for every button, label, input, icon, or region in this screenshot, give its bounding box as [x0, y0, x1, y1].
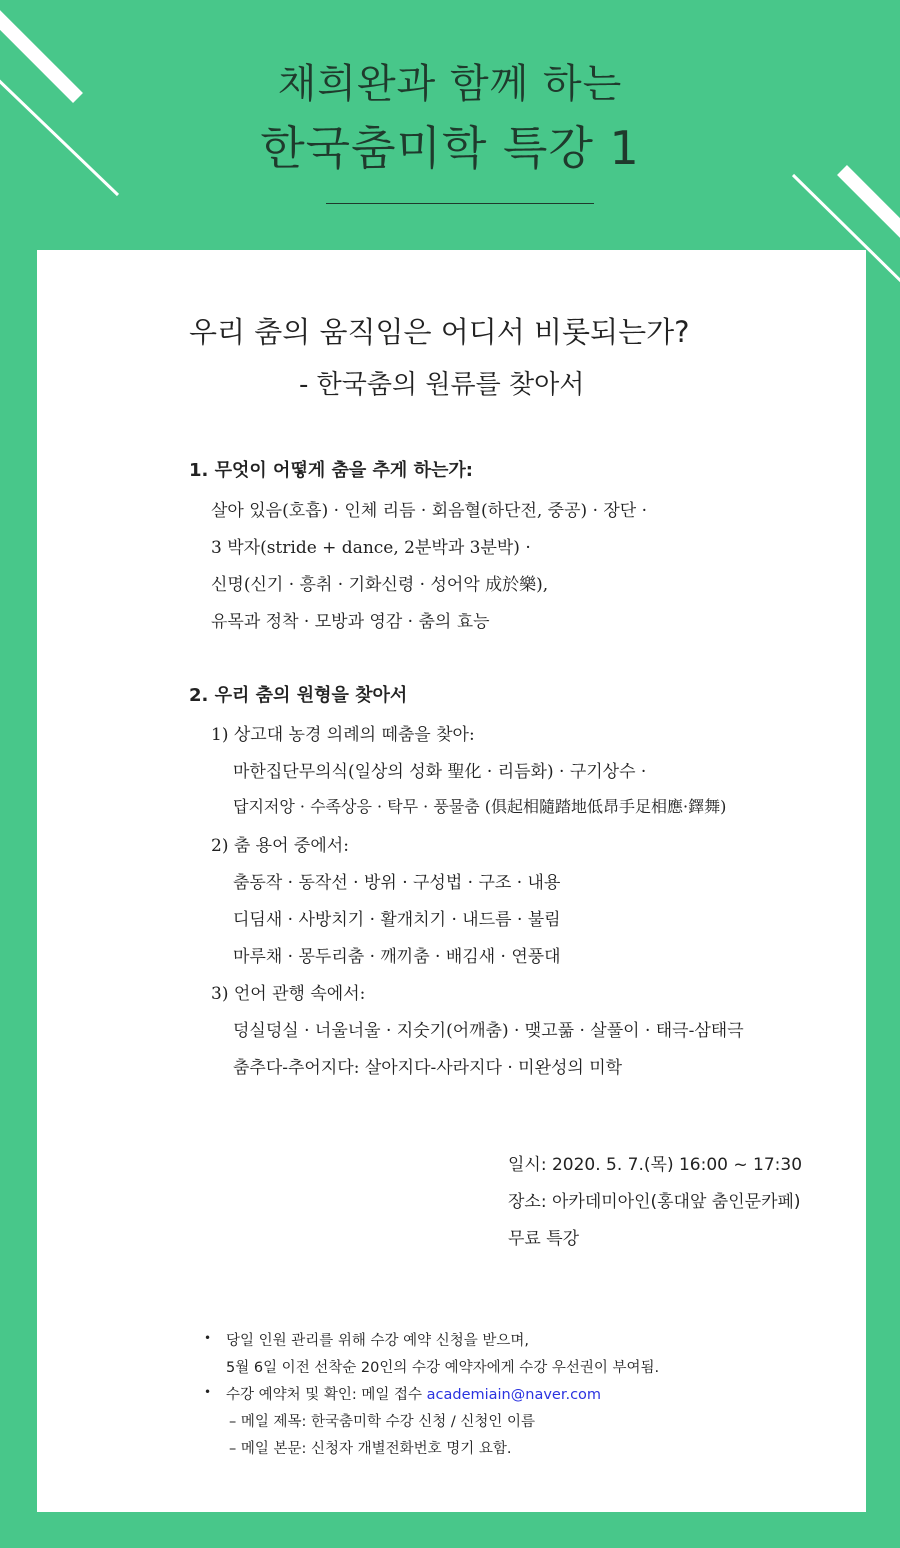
note-subline: – 메일 제목: 한국춤미학 수강 신청 / 신청인 이름: [229, 1414, 536, 1430]
section1-line: 유목과 정착 · 모방과 영감 · 춤의 효능: [211, 612, 490, 632]
email-link[interactable]: academiain@naver.com: [426, 1387, 602, 1403]
content-card: [37, 250, 866, 1512]
subtitle-sub: - 한국춤의 원류를 찾아서: [299, 370, 585, 400]
section1-line: 살아 있음(호흡) · 인체 리듬 · 회음혈(하단전, 중공) · 장단 ·: [211, 501, 648, 521]
subsection-title: 3) 언어 관행 속에서:: [211, 984, 366, 1004]
note-contact-label: 수강 예약처 및 확인: 메일 접수: [226, 1387, 423, 1403]
section1-line: 신명(신기 · 흥취 · 기화신령 · 성어악 成於樂),: [211, 575, 549, 595]
subsection-line: 춤동작 · 동작선 · 방위 · 구성법 · 구조 · 내용: [233, 873, 561, 893]
section2-heading: 2. 우리 춤의 원형을 찾아서: [189, 685, 408, 706]
subsection-title: 1) 상고대 농경 의례의 떼춤을 찾아:: [211, 725, 475, 745]
subsection-line: 마루채 · 몽두리춤 · 깨끼춤 · 배김새 · 연풍대: [233, 947, 561, 967]
event-datetime: 일시: 2020. 5. 7.(목) 16:00 ~ 17:30: [508, 1155, 803, 1175]
section1-line: 3 박자(stride + dance, 2분박과 3분박) ·: [211, 538, 531, 558]
note-line: 5월 6일 이전 선착순 20인의 수강 예약자에게 수강 우선권이 부여됨.: [226, 1360, 660, 1376]
page-title-line2: 한국춤미학 특강 1: [260, 121, 640, 175]
subtitle-main: 우리 춤의 움직임은 어디서 비롯되는가?: [189, 315, 690, 349]
event-fee: 무료 특강: [508, 1229, 580, 1249]
event-place: 장소: 아카데미아인(홍대앞 춤인문카페): [508, 1192, 801, 1212]
subsection-line: 덩실덩실 · 너울너울 · 지숫기(어깨춤) · 맺고풂 · 살풀이 · 태극-삼태극: [233, 1021, 744, 1041]
subsection-line: 마한집단무의식(일상의 성화 聖化 · 리듬화) · 구기상수 ·: [233, 762, 647, 782]
bullet-icon: •: [204, 1385, 212, 1399]
subsection-title: 2) 춤 용어 중에서:: [211, 836, 349, 856]
note-line: 당일 인원 관리를 위해 수강 예약 신청을 받으며,: [226, 1333, 530, 1349]
subsection-line: 디딤새 · 사방치기 · 활개치기 · 내드름 · 불림: [233, 910, 561, 930]
page-title-line1: 채희완과 함께 하는: [277, 61, 623, 107]
subsection-line: 춤추다-추어지다: 살아지다-사라지다 · 미완성의 미학: [233, 1058, 623, 1078]
note-subline: – 메일 본문: 신청자 개별전화번호 명기 요함.: [229, 1441, 512, 1457]
bullet-icon: •: [204, 1331, 212, 1345]
stripe-top-right-thick: [842, 170, 900, 238]
title-divider: [326, 203, 594, 204]
note-contact: [226, 1383, 601, 1404]
section1-heading: 1. 무엇이 어떻게 춤을 추게 하는가:: [189, 460, 473, 481]
subsection-line: 답지저앙 · 수족상응 · 탁무 · 풍물춤 (俱起相隨踏地低昂手足相應·鐸舞): [233, 797, 727, 816]
